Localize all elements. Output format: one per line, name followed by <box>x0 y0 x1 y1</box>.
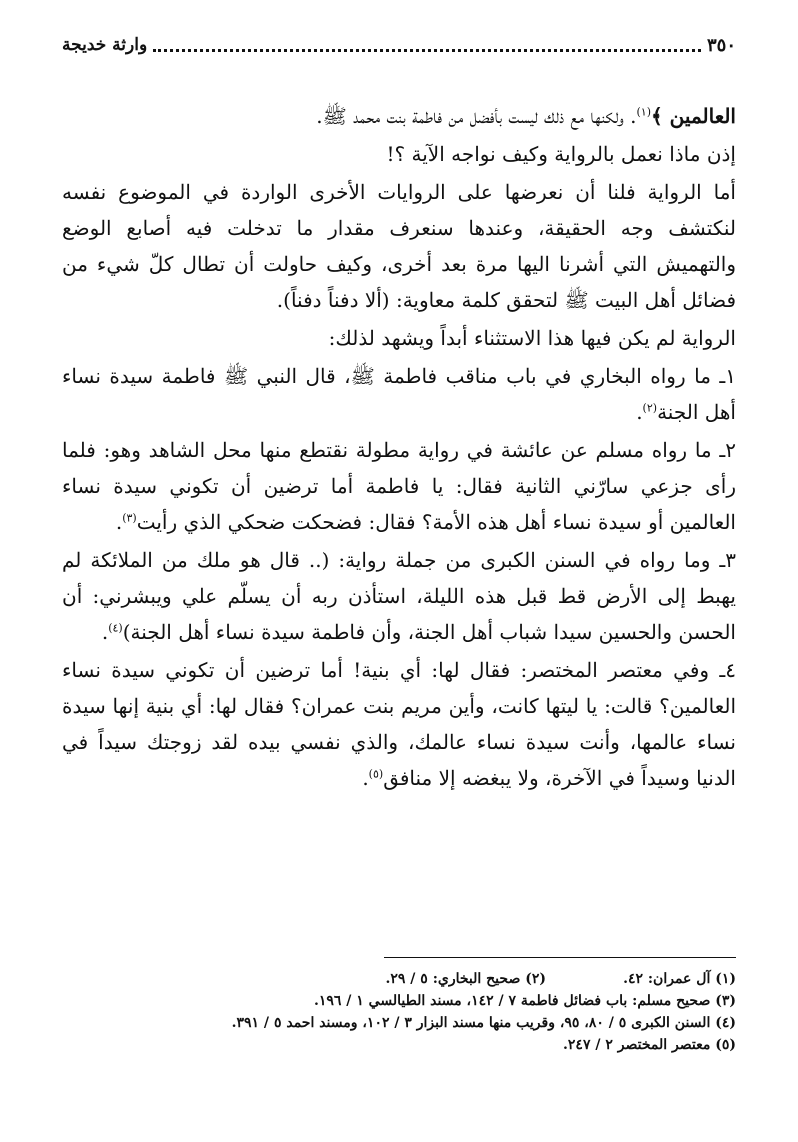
paragraph-1 <box>62 98 736 134</box>
main-text <box>62 98 736 796</box>
paragraph-end: . <box>101 620 109 644</box>
footnote-ref-4[interactable]: (٤) <box>108 621 123 635</box>
running-header <box>62 30 736 60</box>
page-number: ٣٥٠ <box>706 34 736 56</box>
footnote-3: (٣) صحيح مسلم: باب فضائل فاطمة ٧ / ١٤٢، مسند الطيالسي ١ / ١٩٦. <box>313 993 736 1009</box>
paragraph-4: الرواية لم يكن فيها هذا الاستثناء أبداً ويشهد لذلك: <box>328 326 736 350</box>
paragraph-6 <box>62 432 736 540</box>
footnote-1: (١) آل عمران: ٤٢. <box>623 971 736 987</box>
paragraph-text: ٤ـ وفي معتصر المختصر: فقال لها: أي بنية! أما ترضين أن تكوني سيدة نساء العالمين؟ قالت: يا ليتها كانت، وأين مريم بنت عمران؟ فقال لها: أي بنية إنها سيدة نساء عالمها، وأنت سيدة نساء عالمك، والذي نفسي بيده لقد زوجتك سيداً في الدنيا وسيداً في الآخرة، ولا يبغضه إلا منافق <box>62 658 736 790</box>
footnote-2: (٢) صحيح البخاري: ٥ / ٢٩. <box>385 971 546 987</box>
footnote-ref-2[interactable]: (٢) <box>642 401 658 415</box>
chapter-title: وارثة خديجة <box>62 35 148 55</box>
paragraph-text: ١ـ ما رواه البخاري في باب مناقب فاطمة ﷺ، قال النبي ﷺ فاطمة سيدة نساء أهل الجنة <box>62 364 736 424</box>
footnotes <box>62 968 736 1056</box>
paragraph-5 <box>62 358 736 430</box>
footnote-ref-3[interactable]: (٣) <box>122 511 137 525</box>
footnote-row <box>62 968 736 990</box>
paragraph-end: . <box>636 400 643 424</box>
paragraph-end: . <box>362 766 369 790</box>
paragraph-text: ٣ـ وما رواه في السنن الكبرى من جملة رواية: (.. قال هو ملك من الملائكة لم يهبط إلى الأرض قط قبل هذه الليلة، استأذن ربه أن يسلّم علي ويبشرني: أن الحسن والحسين سيدا شباب أهل الجنة، وأن فاطمة سيدة نساء أهل الجنة) <box>62 548 737 644</box>
paragraph-end: . <box>115 510 123 534</box>
footnote-ref-1[interactable]: (١) <box>636 105 651 119</box>
quote-end: العالمين ﴾ <box>651 104 736 128</box>
paragraph-7 <box>62 542 736 650</box>
paragraph-text: . ولكنها مع ذلك ليست بأفضل من فاطمة بنت محمد ﷺ. <box>316 104 637 128</box>
paragraph-2: إذن ماذا نعمل بالرواية وكيف نواجه الآية ؟! <box>386 142 736 166</box>
header-leader-dots <box>153 49 701 52</box>
footnote-4: (٤) السنن الكبرى ٥ / ٨٠، ٩٥، وقريب منها مسند البزار ٣ / ١٠٢، ومسند احمد ٥ / ٣٩١. <box>231 1015 736 1031</box>
paragraph-8 <box>62 652 736 796</box>
paragraph-3: أما الرواية فلنا أن نعرضها على الروايات الأخرى الواردة في الموضوع نفسه لنكتشف وجه الحقيقة، وعندها سنعرف مقدار ما تدخلت فيه أصابع الوضع والتهميش التي أشرنا اليها مرة بعد أخرى، وكيف حاولت أن تطال كلّ شيء من فضائل أهل البيت ﷺ لتحقق كلمة معاوية: (ألا دفناً دفناً). <box>62 180 736 312</box>
footnote-separator <box>384 957 736 958</box>
paragraph-text: ٢ـ ما رواه مسلم عن عائشة في رواية مطولة نقتطع منها محل الشاهد وهو: فلما رأى جزعي سارّني الثانية فقال: يا فاطمة أما ترضين أن تكوني سيدة نساء العالمين أو سيدة نساء أهل هذه الأمة؟ فقال: فضحكت ضحكي الذي رأيت <box>62 438 736 534</box>
footnote-5: (٥) معتصر المختصر ٢ / ٢٤٧. <box>563 1037 736 1053</box>
footnote-ref-5[interactable]: (٥) <box>368 767 384 781</box>
